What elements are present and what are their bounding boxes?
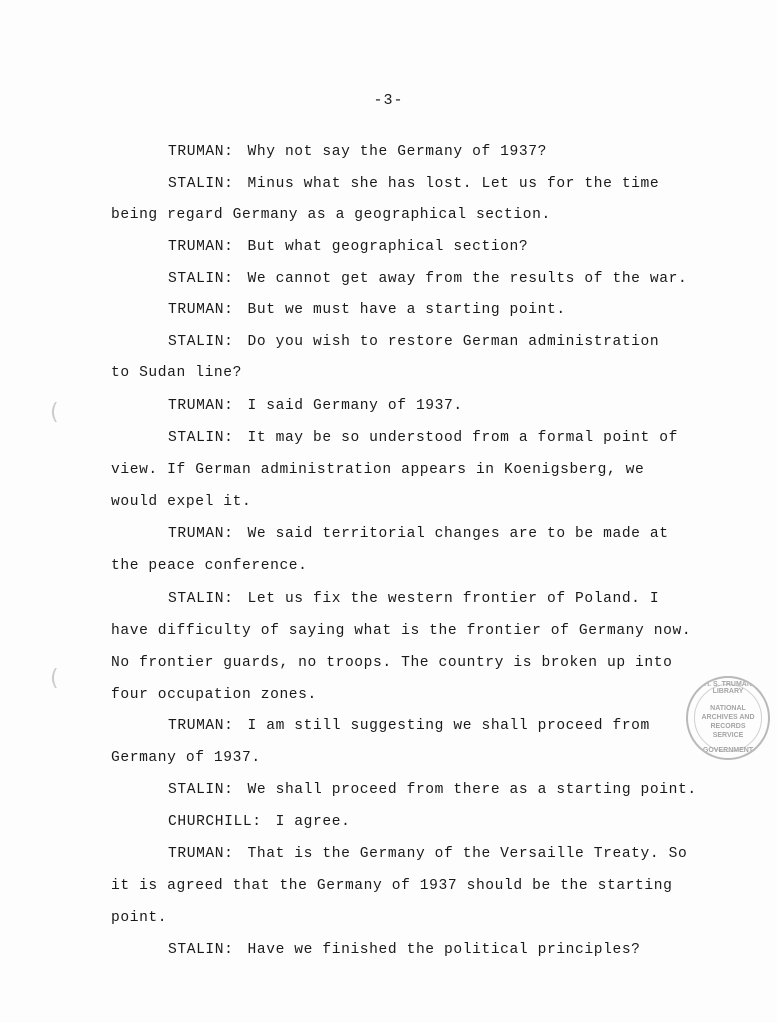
dialogue-line [168, 941, 641, 959]
stamp-center-text [688, 704, 768, 740]
library-stamp [686, 676, 770, 760]
dialogue-text: It may be so understood from a formal point of [247, 430, 678, 446]
dialogue-text: We cannot get away from the results of the war. [247, 271, 688, 287]
dialogue-line [168, 397, 463, 415]
dialogue-continuation: Germany of 1937. [111, 750, 261, 766]
dialogue-line [168, 845, 687, 863]
dialogue-continuation: point. [111, 910, 168, 926]
dialogue-text: Do you wish to restore German administration [247, 334, 660, 350]
stamp-top-text: H. S. TRUMAN LIBRARY [704, 681, 752, 695]
stamp-bottom-text: GOVERNMENT [702, 747, 754, 754]
dialogue-text: Have we finished the political principles? [247, 942, 641, 958]
stamp-line: SERVICE [712, 732, 744, 739]
speaker-label: TRUMAN: [168, 526, 234, 542]
dialogue-line [168, 175, 659, 193]
speaker-label: STALIN: [168, 430, 234, 446]
speaker-label: STALIN: [168, 334, 234, 350]
dialogue-continuation: the peace conference. [111, 558, 308, 574]
dialogue-text: But what geographical section? [247, 239, 529, 255]
stamp-line: NATIONAL [710, 705, 746, 712]
dialogue-continuation: would expel it. [111, 494, 252, 510]
speaker-label: STALIN: [168, 591, 234, 607]
stamp-line: ARCHIVES AND [701, 714, 755, 721]
dialogue-text: That is the Germany of the Versaille Treaty. So [247, 846, 688, 862]
speaker-label: TRUMAN: [168, 144, 234, 160]
dialogue-text: Minus what she has lost. Let us for the time [247, 176, 660, 192]
dialogue-continuation: it is agreed that the Germany of 1937 should be the starting [111, 878, 673, 894]
stamp-line: RECORDS [710, 723, 746, 730]
dialogue-text: I agree. [275, 814, 351, 830]
dialogue-text: I am still suggesting we shall proceed from [247, 718, 650, 734]
dialogue-continuation: view. If German administration appears in Koenigsberg, we [111, 462, 645, 478]
dialogue-line [168, 813, 350, 831]
dialogue-line [168, 717, 650, 735]
dialogue-line [168, 270, 687, 288]
dialogue-text: Let us fix the western frontier of Poland. I [247, 591, 660, 607]
page-number: -3- [373, 92, 404, 109]
speaker-label: CHURCHILL: [168, 814, 262, 830]
dialogue-line [168, 525, 669, 543]
dialogue-text: But we must have a starting point. [247, 302, 566, 318]
dialogue-continuation: to Sudan line? [111, 365, 243, 381]
dialogue-line [168, 301, 566, 319]
speaker-label: STALIN: [168, 176, 234, 192]
speaker-label: STALIN: [168, 782, 234, 798]
speaker-label: STALIN: [168, 271, 234, 287]
dialogue-line [168, 238, 528, 256]
speaker-label: TRUMAN: [168, 846, 234, 862]
dialogue-continuation: being regard Germany as a geographical section. [111, 207, 551, 223]
speaker-label: STALIN: [168, 942, 234, 958]
dialogue-continuation: four occupation zones. [111, 687, 317, 703]
paper-mark: ( [50, 666, 59, 691]
dialogue-text: Why not say the Germany of 1937? [247, 144, 547, 160]
dialogue-text: We shall proceed from there as a starting point. [247, 782, 697, 798]
paper-mark: ( [50, 400, 59, 425]
dialogue-line [168, 590, 659, 608]
dialogue-continuation: No frontier guards, no troops. The country is broken up into [111, 655, 673, 671]
speaker-label: TRUMAN: [168, 302, 234, 318]
speaker-label: TRUMAN: [168, 718, 234, 734]
dialogue-text: We said territorial changes are to be made at [247, 526, 669, 542]
dialogue-line [168, 429, 678, 447]
dialogue-line [168, 781, 697, 799]
speaker-label: TRUMAN: [168, 239, 234, 255]
dialogue-continuation: have difficulty of saying what is the frontier of Germany now. [111, 623, 692, 639]
dialogue-line [168, 143, 547, 161]
dialogue-line [168, 333, 659, 351]
dialogue-text: I said Germany of 1937. [247, 398, 463, 414]
speaker-label: TRUMAN: [168, 398, 234, 414]
